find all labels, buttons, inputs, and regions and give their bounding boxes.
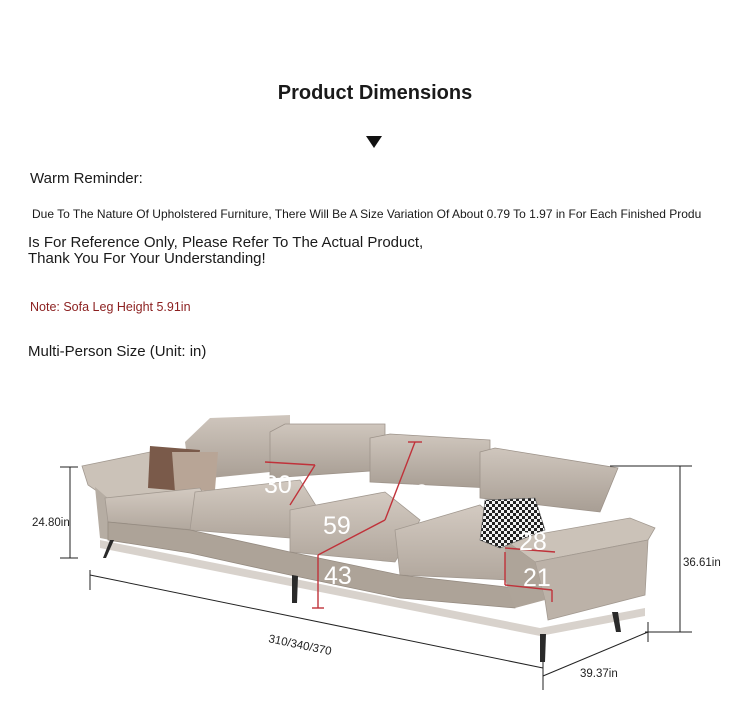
label-seat-height: 43: [324, 562, 352, 590]
reminder-heading: Warm Reminder:: [30, 170, 143, 187]
label-depth: 39.37in: [580, 668, 618, 680]
down-arrow-icon: [366, 136, 382, 148]
page-title: Product Dimensions: [277, 82, 473, 104]
reminder-text-line-2: Is For Reference Only, Please Refer To The Actual Product,: [28, 234, 424, 251]
sofa-illustration: [82, 415, 655, 662]
label-armrest-height: 21: [523, 564, 551, 592]
size-section-heading: Multi-Person Size (Unit: in): [28, 343, 207, 360]
label-backrest-diagonal: 59: [401, 480, 429, 508]
leg-height-note: Note: Sofa Leg Height 5.91in: [30, 300, 191, 314]
label-height-right: 36.61in: [683, 557, 721, 569]
label-armrest-width: 28: [519, 528, 547, 556]
reminder-text-line-3: Thank You For Your Understanding!: [28, 250, 266, 267]
label-height-left: 24.80in: [32, 517, 70, 529]
label-backrest-height: 30: [264, 471, 292, 499]
label-length: 310/340/370: [267, 633, 333, 659]
sofa-dimension-diagram: [0, 380, 750, 720]
reminder-text-line-1: Due To The Nature Of Upholstered Furniture, There Will Be A Size Variation Of About 0.79 To 1.97 in For Each Finished Produ: [32, 207, 702, 221]
label-seat-depth: 59: [323, 512, 351, 540]
